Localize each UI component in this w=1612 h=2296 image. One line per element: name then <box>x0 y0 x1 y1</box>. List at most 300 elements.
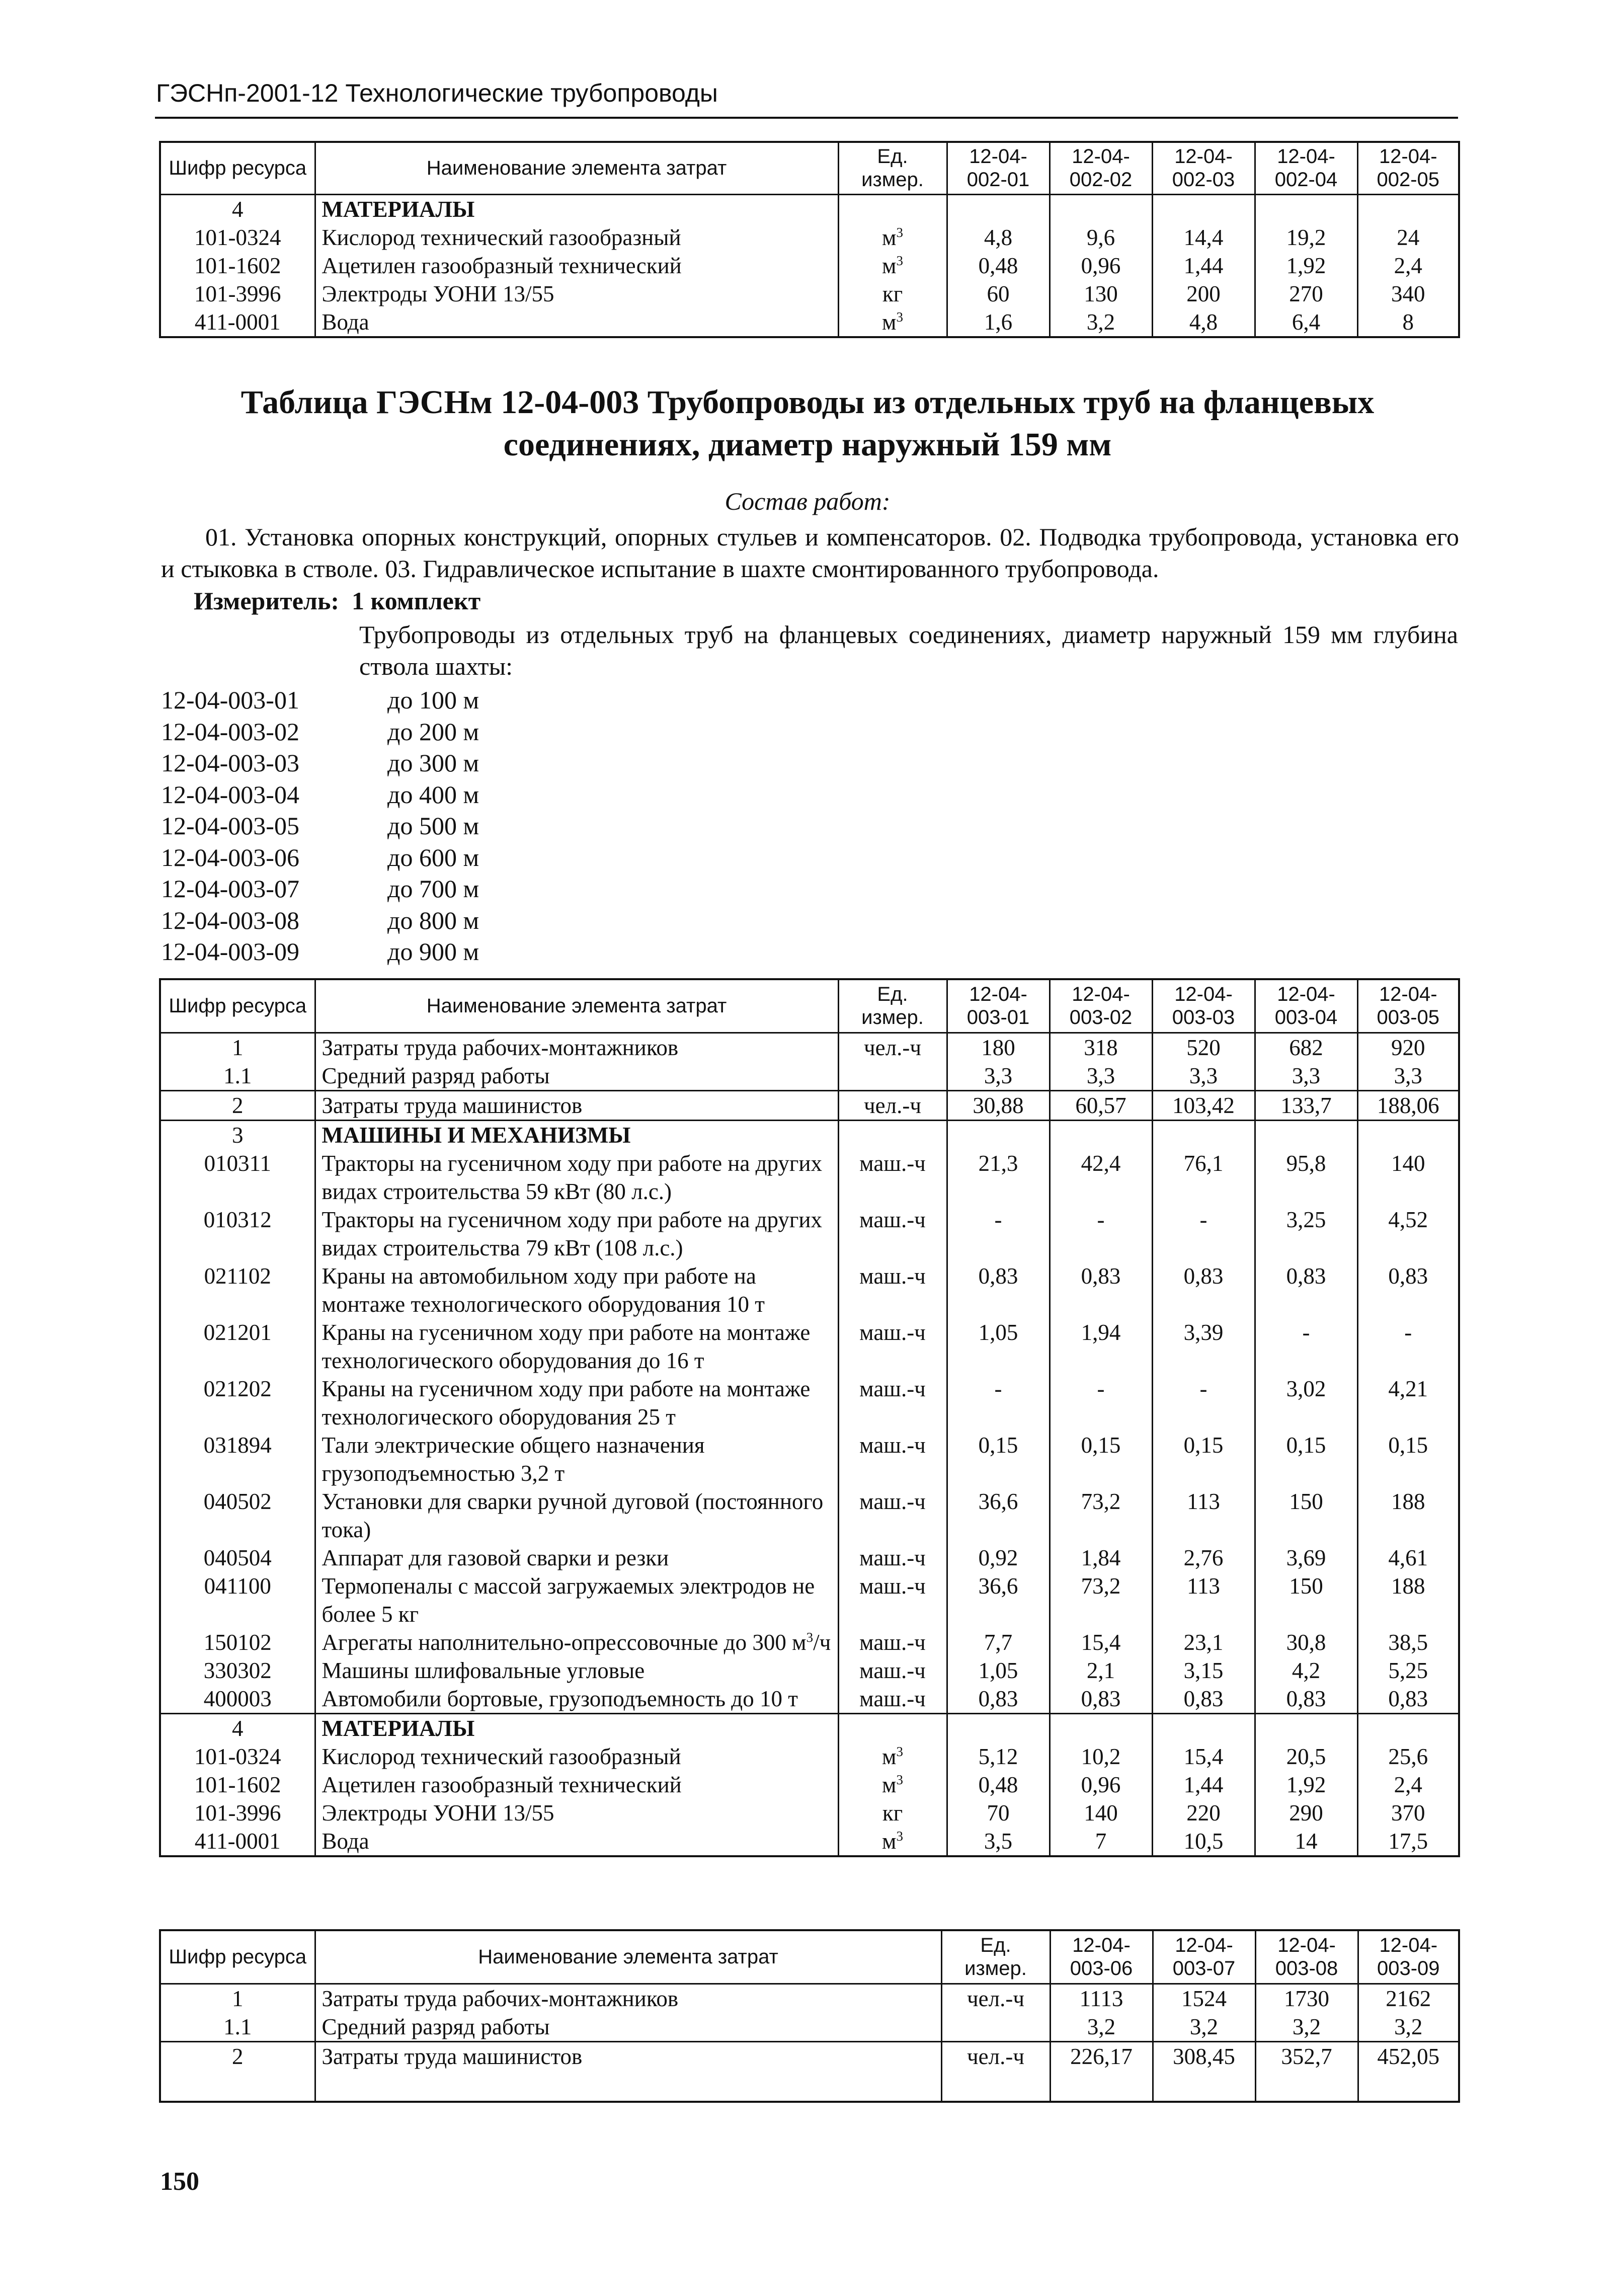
col-header: 12-04-002-02 <box>1050 142 1152 194</box>
col-header: 12-04-003-03 <box>1152 979 1255 1033</box>
col-name-header: Наименование элемента затрат <box>315 979 838 1033</box>
value-cell: 1,05 <box>947 1318 1050 1375</box>
value-cell: 0,48 <box>947 1771 1050 1799</box>
value-cell: 3,2 <box>1050 2013 1153 2042</box>
value-cell: 14 <box>1255 1827 1357 1856</box>
value-cell: 1524 <box>1153 1984 1255 2013</box>
table-row <box>160 1262 1459 1318</box>
value-cell: 8 <box>1357 308 1459 337</box>
value-cell: - <box>947 1375 1050 1431</box>
unit-cell: маш.-ч <box>838 1375 947 1431</box>
resource-name: Краны на автомобильном ходу при работе на монтаже технологического оборудования 10 т <box>315 1262 838 1318</box>
table-row <box>160 2041 1459 2102</box>
value-cell: 1,92 <box>1255 1771 1357 1799</box>
empty-cell <box>1050 194 1152 223</box>
table-row <box>160 1033 1459 1062</box>
value-cell: 0,83 <box>1152 1685 1255 1714</box>
value-cell: 20,5 <box>1255 1743 1357 1771</box>
table-row <box>160 1984 1459 2013</box>
value-cell: 0,15 <box>1357 1431 1459 1487</box>
value-cell: 1,94 <box>1050 1318 1152 1375</box>
value-cell: 0,83 <box>947 1262 1050 1318</box>
value-cell: - <box>947 1206 1050 1262</box>
value-cell: 0,96 <box>1050 1771 1152 1799</box>
value-cell: 3,3 <box>1152 1062 1255 1091</box>
empty-cell <box>1050 1713 1152 1743</box>
value-cell: 9,6 <box>1050 223 1152 252</box>
value-cell: 0,92 <box>947 1544 1050 1572</box>
resource-name: Ацетилен газообразный технический <box>315 1771 838 1799</box>
value-cell: 3,5 <box>947 1827 1050 1856</box>
value-cell: 60 <box>947 280 1050 308</box>
resource-code: 101-0324 <box>160 223 315 252</box>
variant-code: 12-04-003-05 <box>161 812 299 840</box>
variant-row <box>161 747 479 779</box>
unit-cell <box>941 2013 1050 2042</box>
col-name-header: Наименование элемента затрат <box>315 1930 941 1984</box>
value-cell: 0,83 <box>947 1685 1050 1714</box>
value-cell: 3,69 <box>1255 1544 1357 1572</box>
value-cell: 7 <box>1050 1827 1152 1856</box>
value-cell: 0,15 <box>1255 1431 1357 1487</box>
variant-code: 12-04-003-01 <box>161 686 299 714</box>
value-cell: 15,4 <box>1152 1743 1255 1771</box>
value-cell: 188,06 <box>1357 1090 1459 1120</box>
unit-cell: маш.-ч <box>838 1206 947 1262</box>
col-header: 12-04-002-03 <box>1152 142 1255 194</box>
table-title: Таблица ГЭСНм 12-04-003 Трубопроводы из отдельных труб на фланцевых соединениях, диаметр наружный 159 мм <box>240 384 1375 463</box>
resource-name: Средний разряд работы <box>315 2013 941 2042</box>
col-header: 12-04-003-05 <box>1357 979 1459 1033</box>
value-cell: - <box>1050 1375 1152 1431</box>
variant-label: до 500 м <box>387 812 479 840</box>
resource-code: 150102 <box>160 1628 315 1656</box>
empty-cell <box>1255 194 1357 223</box>
value-cell: 14,4 <box>1152 223 1255 252</box>
value-cell: 3,3 <box>1357 1062 1459 1091</box>
unit-cell: кг <box>838 1799 947 1827</box>
value-cell: 36,6 <box>947 1572 1050 1628</box>
value-cell: 3,39 <box>1152 1318 1255 1375</box>
variant-label: до 700 м <box>387 875 479 903</box>
value-cell: - <box>1255 1318 1357 1375</box>
unit-cell: маш.-ч <box>838 1544 947 1572</box>
value-cell: 30,8 <box>1255 1628 1357 1656</box>
variant-label: до 200 м <box>387 717 479 746</box>
resource-name: Тали электрические общего назначения грузоподъемностью 3,2 т <box>315 1431 838 1487</box>
resource-name: Ацетилен газообразный технический <box>315 252 838 280</box>
value-cell: 0,83 <box>1255 1685 1357 1714</box>
value-cell: 3,2 <box>1153 2013 1255 2042</box>
col-header: 12-04-003-04 <box>1255 979 1357 1033</box>
value-cell: 1113 <box>1050 1984 1153 2013</box>
value-cell: 38,5 <box>1357 1628 1459 1656</box>
resource-code: 010312 <box>160 1206 315 1262</box>
resource-name: Затраты труда рабочих-монтажников <box>315 1984 941 2013</box>
resource-name: Электроды УОНИ 13/55 <box>315 280 838 308</box>
empty-cell <box>1152 194 1255 223</box>
resources-table-003-06-09 <box>159 1929 1460 2103</box>
value-cell: - <box>1152 1206 1255 1262</box>
resource-name: Термопеналы с массой загружаемых электродов не более 5 кг <box>315 1572 838 1628</box>
resource-name: Агрегаты наполнительно-опрессовочные до 300 $м^3/ч$ <box>315 1628 838 1656</box>
value-cell: 0,83 <box>1357 1262 1459 1318</box>
unit-cell: маш.-ч <box>838 1431 947 1487</box>
resource-code: 400003 <box>160 1685 315 1714</box>
value-cell: 4,52 <box>1357 1206 1459 1262</box>
table-row <box>160 1487 1459 1544</box>
value-cell: 150 <box>1255 1572 1357 1628</box>
value-cell: 21,3 <box>947 1149 1050 1206</box>
table-row <box>160 1572 1459 1628</box>
value-cell: 1,44 <box>1152 252 1255 280</box>
empty-cell <box>1255 1120 1357 1149</box>
col-header: 12-04-002-04 <box>1255 142 1357 194</box>
resource-code: 1 <box>160 1984 315 2013</box>
resource-name: МАТЕРИАЛЫ <box>315 1713 838 1743</box>
resource-code: 101-0324 <box>160 1743 315 1771</box>
resource-code: 411-0001 <box>160 308 315 337</box>
empty-cell <box>1255 1713 1357 1743</box>
resource-code: 2 <box>160 2041 315 2102</box>
table-row <box>160 1149 1459 1206</box>
value-cell: 520 <box>1152 1033 1255 1062</box>
resource-name: Электроды УОНИ 13/55 <box>315 1799 838 1827</box>
resource-name: Тракторы на гусеничном ходу при работе на других видах строительства 59 кВт (80 л.с.) <box>315 1149 838 1206</box>
resource-code: 021102 <box>160 1262 315 1318</box>
value-cell: 4,8 <box>1152 308 1255 337</box>
value-cell: 3,3 <box>947 1062 1050 1091</box>
col-header: 12-04-003-01 <box>947 979 1050 1033</box>
resource-name: Краны на гусеничном ходу при работе на монтаже технологического оборудования 25 т <box>315 1375 838 1431</box>
table-row <box>160 1544 1459 1572</box>
resource-code: 021201 <box>160 1318 315 1375</box>
value-cell: 1,44 <box>1152 1771 1255 1799</box>
empty-cell <box>838 194 947 223</box>
table-row <box>160 1743 1459 1771</box>
value-cell: 3,15 <box>1152 1656 1255 1685</box>
value-cell: 352,7 <box>1255 2041 1358 2102</box>
value-cell: 0,15 <box>1050 1431 1152 1487</box>
variant-row <box>161 684 479 716</box>
resource-code: 2 <box>160 1090 315 1120</box>
value-cell: 0,83 <box>1050 1685 1152 1714</box>
value-cell: 140 <box>1050 1799 1152 1827</box>
unit-cell: маш.-ч <box>838 1656 947 1685</box>
value-cell: 6,4 <box>1255 308 1357 337</box>
variant-label: до 400 м <box>387 780 479 809</box>
col-header: 12-04-003-02 <box>1050 979 1152 1033</box>
value-cell: 73,2 <box>1050 1572 1152 1628</box>
value-cell: 0,15 <box>1152 1431 1255 1487</box>
resource-code: 1.1 <box>160 2013 315 2042</box>
table-row <box>160 1062 1459 1091</box>
value-cell: 370 <box>1357 1799 1459 1827</box>
value-cell: 0,83 <box>1152 1262 1255 1318</box>
value-cell: 0,83 <box>1050 1262 1152 1318</box>
value-cell: 73,2 <box>1050 1487 1152 1544</box>
value-cell: 3,3 <box>1255 1062 1357 1091</box>
unit-cell: $м^3$ <box>838 1827 947 1856</box>
col-unit-header: Ед. измер. <box>838 142 947 194</box>
variant-code: 12-04-003-04 <box>161 780 299 809</box>
variants-list <box>161 684 479 968</box>
table-row <box>160 252 1459 280</box>
value-cell: - <box>1050 1206 1152 1262</box>
value-cell: 95,8 <box>1255 1149 1357 1206</box>
resource-code: 101-3996 <box>160 280 315 308</box>
unit-cell: чел.-ч <box>838 1090 947 1120</box>
work-heading: Состав работ: <box>724 487 891 515</box>
unit-cell: чел.-ч <box>941 2041 1050 2102</box>
empty-cell <box>838 1120 947 1149</box>
col-code-header: Шифр ресурса <box>160 142 315 194</box>
value-cell: 0,96 <box>1050 252 1152 280</box>
value-cell: 2162 <box>1358 1984 1459 2013</box>
resource-name: Машины шлифовальные угловые <box>315 1656 838 1685</box>
resource-code: 411-0001 <box>160 1827 315 1856</box>
value-cell: 3,2 <box>1050 308 1152 337</box>
resource-code: 101-1602 <box>160 252 315 280</box>
resource-name: Аппарат для газовой сварки и резки <box>315 1544 838 1572</box>
unit-cell: маш.-ч <box>838 1572 947 1628</box>
table-row <box>160 1206 1459 1262</box>
table-row <box>160 223 1459 252</box>
empty-cell <box>1357 1713 1459 1743</box>
empty-cell <box>947 1120 1050 1149</box>
value-cell: 188 <box>1357 1487 1459 1544</box>
empty-cell <box>1357 1120 1459 1149</box>
col-header: 12-04-003-06 <box>1050 1930 1153 1984</box>
resource-name: Краны на гусеничном ходу при работе на монтаже технологического оборудования до 16 т <box>315 1318 838 1375</box>
value-cell: - <box>1357 1318 1459 1375</box>
resource-name: Кислород технический газообразный <box>315 1743 838 1771</box>
value-cell: 1,05 <box>947 1656 1050 1685</box>
value-cell: 42,4 <box>1050 1149 1152 1206</box>
value-cell: 113 <box>1152 1572 1255 1628</box>
value-cell: 452,05 <box>1358 2041 1459 2102</box>
value-cell: 0,48 <box>947 252 1050 280</box>
empty-cell <box>947 194 1050 223</box>
variant-label: до 600 м <box>387 843 479 872</box>
value-cell: 920 <box>1357 1033 1459 1062</box>
resource-code: 330302 <box>160 1656 315 1685</box>
value-cell: 682 <box>1255 1033 1357 1062</box>
value-cell: 1,84 <box>1050 1544 1152 1572</box>
value-cell: - <box>1152 1375 1255 1431</box>
col-header: 12-04-003-08 <box>1255 1930 1358 1984</box>
variant-row <box>161 779 479 811</box>
empty-cell <box>838 1713 947 1743</box>
resource-code: 3 <box>160 1120 315 1149</box>
resource-name: МАШИНЫ И МЕХАНИЗМЫ <box>315 1120 838 1149</box>
value-cell: 3,3 <box>1050 1062 1152 1091</box>
resource-code: 101-3996 <box>160 1799 315 1827</box>
resource-code: 010311 <box>160 1149 315 1206</box>
variant-label: до 800 м <box>387 906 479 934</box>
table-row <box>160 1771 1459 1799</box>
measure-line <box>194 586 480 616</box>
resource-code: 041100 <box>160 1572 315 1628</box>
value-cell: 4,21 <box>1357 1375 1459 1431</box>
value-cell: 17,5 <box>1357 1827 1459 1856</box>
resource-name: Вода <box>315 1827 838 1856</box>
table-row <box>160 1827 1459 1856</box>
unit-cell: маш.-ч <box>838 1318 947 1375</box>
table-row <box>160 1090 1459 1120</box>
value-cell: 4,8 <box>947 223 1050 252</box>
variant-label: до 900 м <box>387 937 479 966</box>
variant-row <box>161 873 479 905</box>
resources-table-003-01-05 <box>159 978 1460 1857</box>
unit-cell: маш.-ч <box>838 1628 947 1656</box>
resource-code: 040502 <box>160 1487 315 1544</box>
variant-label: до 300 м <box>387 749 479 777</box>
table-row <box>160 1375 1459 1431</box>
resource-name: Затраты труда машинистов <box>315 1090 838 1120</box>
value-cell: 76,1 <box>1152 1149 1255 1206</box>
value-cell: 4,2 <box>1255 1656 1357 1685</box>
value-cell: 1,6 <box>947 308 1050 337</box>
col-header: 12-04-002-01 <box>947 142 1050 194</box>
unit-cell: $м^3$ <box>838 223 947 252</box>
table-row <box>160 1318 1459 1375</box>
value-cell: 180 <box>947 1033 1050 1062</box>
variant-code: 12-04-003-08 <box>161 906 299 934</box>
table-row <box>160 194 1459 223</box>
value-cell: 1730 <box>1255 1984 1358 2013</box>
value-cell: 7,7 <box>947 1628 1050 1656</box>
col-header: 12-04-002-05 <box>1357 142 1459 194</box>
col-unit-header: Ед. измер. <box>838 979 947 1033</box>
unit-cell: маш.-ч <box>838 1487 947 1544</box>
table-row <box>160 1685 1459 1714</box>
col-header: 12-04-003-09 <box>1358 1930 1459 1984</box>
resource-name: Затраты труда рабочих-монтажников <box>315 1033 838 1062</box>
value-cell: 3,25 <box>1255 1206 1357 1262</box>
value-cell: 2,76 <box>1152 1544 1255 1572</box>
table-row <box>160 1431 1459 1487</box>
value-cell: 140 <box>1357 1149 1459 1206</box>
variant-code: 12-04-003-07 <box>161 875 299 903</box>
value-cell: 5,25 <box>1357 1656 1459 1685</box>
resource-name: МАТЕРИАЛЫ <box>315 194 838 223</box>
resource-name: Кислород технический газообразный <box>315 223 838 252</box>
value-cell: 5,12 <box>947 1743 1050 1771</box>
resource-name: Тракторы на гусеничном ходу при работе на других видах строительства 79 кВт (108 л.с.) <box>315 1206 838 1262</box>
resource-name: Средний разряд работы <box>315 1062 838 1091</box>
col-unit-header: Ед. измер. <box>941 1930 1050 1984</box>
unit-cell: $м^3$ <box>838 1743 947 1771</box>
empty-cell <box>1050 1120 1152 1149</box>
empty-cell <box>1152 1713 1255 1743</box>
work-description: 01. Установка опорных конструкций, опорных стульев и компенсаторов. 02. Подводка трубопровода, установка его и стыковка в стволе. 03. Гидравлическое испытание в шахте смонтированного трубопровода. <box>161 523 1459 583</box>
resource-code: 1 <box>160 1033 315 1062</box>
value-cell: 60,57 <box>1050 1090 1152 1120</box>
col-header: 12-04-003-07 <box>1153 1930 1255 1984</box>
running-header: ГЭСНп-2001-12 Технологические трубопроводы <box>156 79 718 107</box>
resource-code: 040504 <box>160 1544 315 1572</box>
value-cell: 150 <box>1255 1487 1357 1544</box>
value-cell: 340 <box>1357 280 1459 308</box>
table-row <box>160 1713 1459 1743</box>
unit-cell: $м^3$ <box>838 308 947 337</box>
variant-code: 12-04-003-02 <box>161 717 299 746</box>
resource-name: Вода <box>315 308 838 337</box>
value-cell: 3,02 <box>1255 1375 1357 1431</box>
unit-cell: маш.-ч <box>838 1685 947 1714</box>
resource-code: 031894 <box>160 1431 315 1487</box>
resource-name: Установки для сварки ручной дуговой (постоянного тока) <box>315 1487 838 1544</box>
unit-cell: $м^3$ <box>838 252 947 280</box>
value-cell: 3,2 <box>1358 2013 1459 2042</box>
value-cell: 290 <box>1255 1799 1357 1827</box>
table-row <box>160 1799 1459 1827</box>
value-cell: 220 <box>1152 1799 1255 1827</box>
header-rule <box>155 117 1458 119</box>
value-cell: 70 <box>947 1799 1050 1827</box>
empty-cell <box>1357 194 1459 223</box>
unit-cell: маш.-ч <box>838 1149 947 1206</box>
measure-value: 1 комплект <box>352 587 481 615</box>
variant-row <box>161 810 479 842</box>
value-cell: 130 <box>1050 280 1152 308</box>
value-cell: 318 <box>1050 1033 1152 1062</box>
unit-cell: чел.-ч <box>838 1033 947 1062</box>
unit-cell: маш.-ч <box>838 1262 947 1318</box>
variant-code: 12-04-003-06 <box>161 843 299 872</box>
table-row <box>160 280 1459 308</box>
resource-code: 4 <box>160 194 315 223</box>
value-cell: 36,6 <box>947 1487 1050 1544</box>
value-cell: 19,2 <box>1255 223 1357 252</box>
resource-code: 101-1602 <box>160 1771 315 1799</box>
value-cell: 200 <box>1152 280 1255 308</box>
value-cell: 308,45 <box>1153 2041 1255 2102</box>
value-cell: 0,83 <box>1255 1262 1357 1318</box>
variant-row <box>161 842 479 874</box>
value-cell: 10,5 <box>1152 1827 1255 1856</box>
value-cell: 15,4 <box>1050 1628 1152 1656</box>
unit-cell <box>838 1062 947 1091</box>
page-number: 150 <box>160 2167 199 2196</box>
resource-code: 4 <box>160 1713 315 1743</box>
value-cell: 2,4 <box>1357 1771 1459 1799</box>
resource-name: Затраты труда машинистов <box>315 2041 941 2102</box>
col-code-header: Шифр ресурса <box>160 1930 315 1984</box>
table-row <box>160 2013 1459 2042</box>
table-row <box>160 1120 1459 1149</box>
value-cell: 25,6 <box>1357 1743 1459 1771</box>
variant-row <box>161 936 479 968</box>
table-row <box>160 1628 1459 1656</box>
variant-row <box>161 716 479 748</box>
value-cell: 24 <box>1357 223 1459 252</box>
value-cell: 270 <box>1255 280 1357 308</box>
value-cell: 10,2 <box>1050 1743 1152 1771</box>
value-cell: 3,2 <box>1255 2013 1358 2042</box>
value-cell: 2,1 <box>1050 1656 1152 1685</box>
variants-description: Трубопроводы из отдельных труб на фланцевых соединениях, диаметр наружный 159 мм глубина ствола шахты: <box>359 620 1458 680</box>
variant-code: 12-04-003-03 <box>161 749 299 777</box>
value-cell: 23,1 <box>1152 1628 1255 1656</box>
variant-code: 12-04-003-09 <box>161 937 299 966</box>
value-cell: 1,92 <box>1255 252 1357 280</box>
unit-cell: чел.-ч <box>941 1984 1050 2013</box>
value-cell: 4,61 <box>1357 1544 1459 1572</box>
empty-cell <box>1152 1120 1255 1149</box>
value-cell: 103,42 <box>1152 1090 1255 1120</box>
